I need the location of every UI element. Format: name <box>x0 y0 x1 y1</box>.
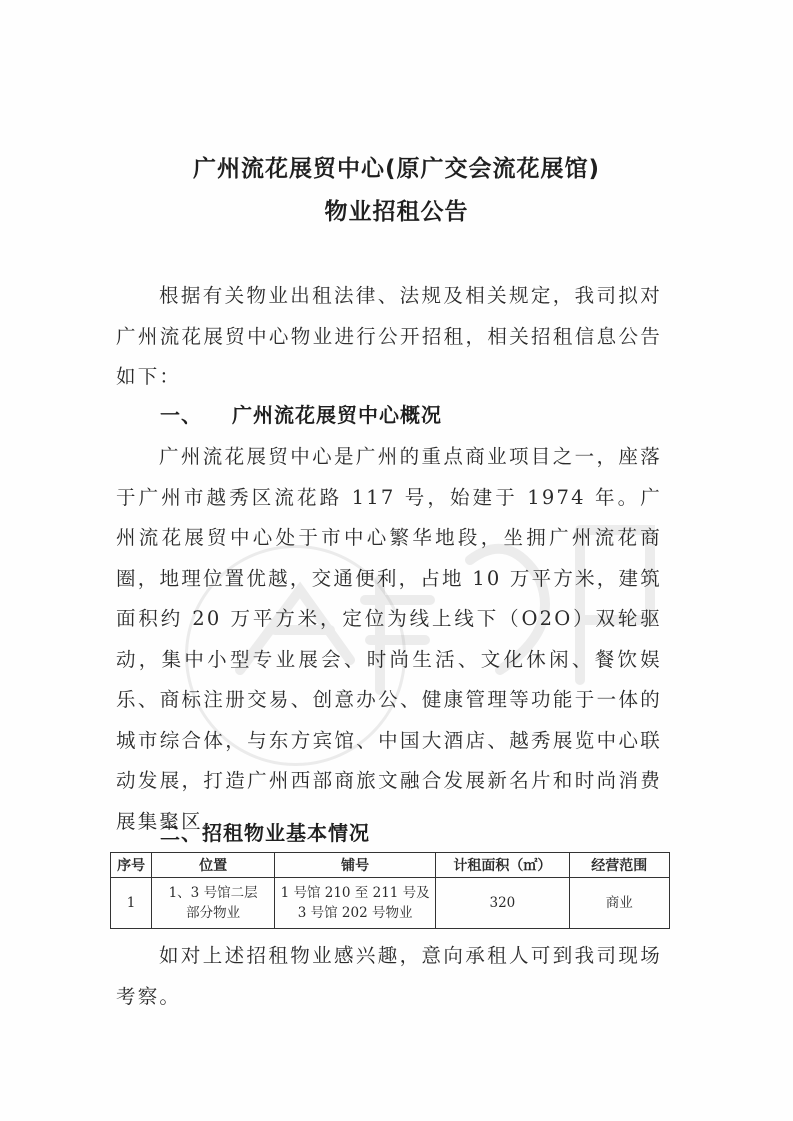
cell-shop-line1: 1 号馆 210 至 211 号及 <box>280 885 430 901</box>
column-header-area: 计租面积（㎡） <box>436 853 569 878</box>
cell-location <box>152 878 275 929</box>
rental-property-table <box>110 852 670 929</box>
table-header-row <box>111 853 670 878</box>
cell-number: 1 <box>111 878 152 929</box>
column-header-shop-number: 铺号 <box>275 853 436 878</box>
document-subtitle: 物业招租公告 <box>324 199 469 225</box>
column-header-number: 序号 <box>111 853 152 878</box>
section-1-title: 广州流花展贸中心概况 <box>232 403 442 427</box>
section-2-heading: 二、招租物业基本情况 <box>160 821 370 845</box>
section-1-heading <box>160 399 442 428</box>
cell-business-scope: 商业 <box>569 878 670 929</box>
column-header-business-scope: 经营范围 <box>569 853 670 878</box>
intro-paragraph: 根据有关物业出租法律、法规及相关规定，我司拟对广州流花展贸中心物业进行公开招租，相关招租信息公告如下： <box>116 284 662 388</box>
cell-location-line2: 部分物业 <box>186 905 241 921</box>
cell-shop-number <box>275 878 436 929</box>
cell-area: 320 <box>436 878 569 929</box>
closing-paragraph: 如对上述招租物业感兴趣，意向承租人可到我司现场考察。 <box>116 944 662 1008</box>
document-title: 广州流花展贸中心(原广交会流花展馆) <box>192 156 601 182</box>
cell-location-line1: 1、3 号馆二层 <box>168 885 258 901</box>
section-1-paragraph: 广州流花展贸中心是广州的重点商业项目之一，座落于广州市越秀区流花路 117 号，始建于 1974 年。广州流花展贸中心处于市中心繁华地段，坐拥广州流花商圈，地理位置优越，交通便利，占地 10 万平方米，建筑面积约 20 万平方米，定位为线上线下（O2O）双轮驱动，集中小型专业展会、时尚生活、文化休闲、餐饮娱乐、商标注册交易、创意办公、健康管理等功能于一体的城市综合体，与东方宾馆、中国大酒店、越秀展览中心联动发展，打造广州西部商旅文融合发展新名片和时尚消费展集聚区。 <box>116 445 662 833</box>
column-header-location: 位置 <box>152 853 275 878</box>
cell-shop-line2: 3 号馆 202 号物业 <box>297 905 413 921</box>
section-1-number: 一、 <box>160 403 202 427</box>
table-row <box>111 878 670 929</box>
